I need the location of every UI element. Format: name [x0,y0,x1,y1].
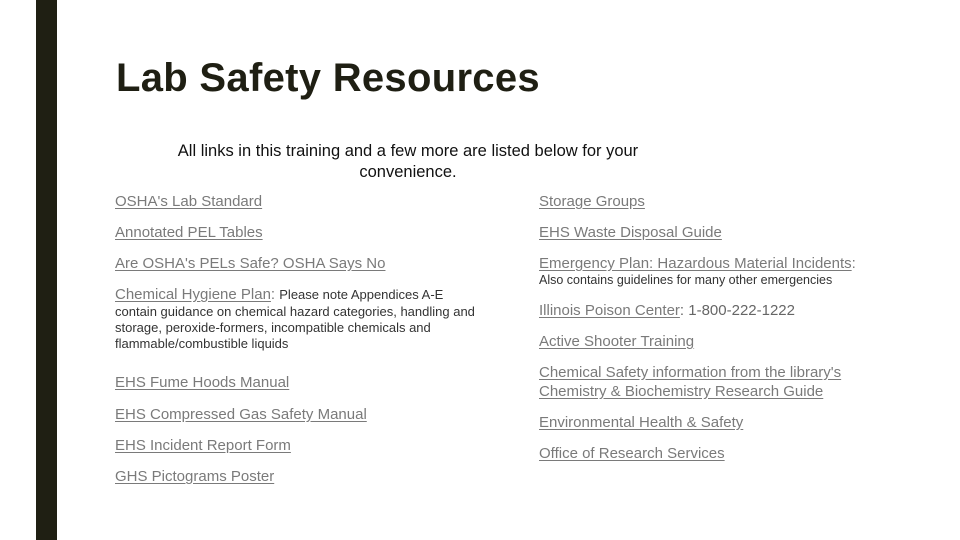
list-item [115,223,515,254]
active-shooter-training-link[interactable]: Active Shooter Training [539,333,695,350]
left-accent-bar [36,0,57,540]
storage-groups-link[interactable]: Storage Groups [539,193,645,210]
list-item [115,285,515,373]
list-item [115,254,515,285]
ehs-compressed-gas-link[interactable]: EHS Compressed Gas Safety Manual [115,406,367,423]
list-item [115,405,515,436]
slide-subtitle [116,141,700,183]
ehs-incident-report-link[interactable]: EHS Incident Report Form [115,437,291,454]
list-item [115,373,515,405]
emergency-plan-colon: : [851,255,856,272]
chemical-hygiene-note-start: Please note Appendices A-E [279,287,444,302]
chemical-hygiene-note: contain guidance on chemical hazard categories, handling and storage, peroxide-formers, incompatible chemicals and flammable/combustible liquids [115,304,475,351]
emergency-plan-note: Also contains guidelines for many other emergencies [539,273,833,287]
subtitle-line-1: All links in this training and a few more are listed below for your [177,142,639,160]
chemical-hygiene-colon: : [270,286,280,303]
ehs-fume-hoods-link[interactable]: EHS Fume Hoods Manual [115,374,290,391]
list-item [539,332,919,363]
ghs-pictograms-link[interactable]: GHS Pictograms Poster [115,468,275,485]
list-item [539,301,919,332]
chemical-hygiene-plan-link[interactable]: Chemical Hygiene Plan [115,286,271,303]
ehs-waste-disposal-link[interactable]: EHS Waste Disposal Guide [539,224,722,241]
list-item [539,192,919,223]
poison-center-phone: : 1-800-222-1222 [679,302,795,319]
list-item [115,192,515,223]
chemical-safety-library-link[interactable]: Chemical Safety information from the library's Chemistry & Biochemistry Research Guide [539,364,842,400]
right-link-column [539,192,919,475]
office-research-services-link[interactable]: Office of Research Services [539,445,725,462]
environmental-health-safety-link[interactable]: Environmental Health & Safety [539,414,744,431]
list-item [539,363,919,413]
subtitle-line-2: convenience. [359,163,457,181]
list-item [539,444,919,475]
list-item [539,254,919,301]
slide-title: Lab Safety Resources [116,56,540,100]
osha-lab-standard-link[interactable]: OSHA's Lab Standard [115,193,263,210]
list-item [115,436,515,467]
list-item [115,467,515,498]
emergency-plan-link[interactable]: Emergency Plan: Hazardous Material Incidents [539,255,852,272]
annotated-pel-tables-link[interactable]: Annotated PEL Tables [115,224,263,241]
list-item [539,413,919,444]
osha-pels-safe-link[interactable]: Are OSHA's PELs Safe? OSHA Says No [115,255,386,272]
left-link-column [115,192,515,498]
illinois-poison-center-link[interactable]: Illinois Poison Center [539,302,680,319]
list-item [539,223,919,254]
